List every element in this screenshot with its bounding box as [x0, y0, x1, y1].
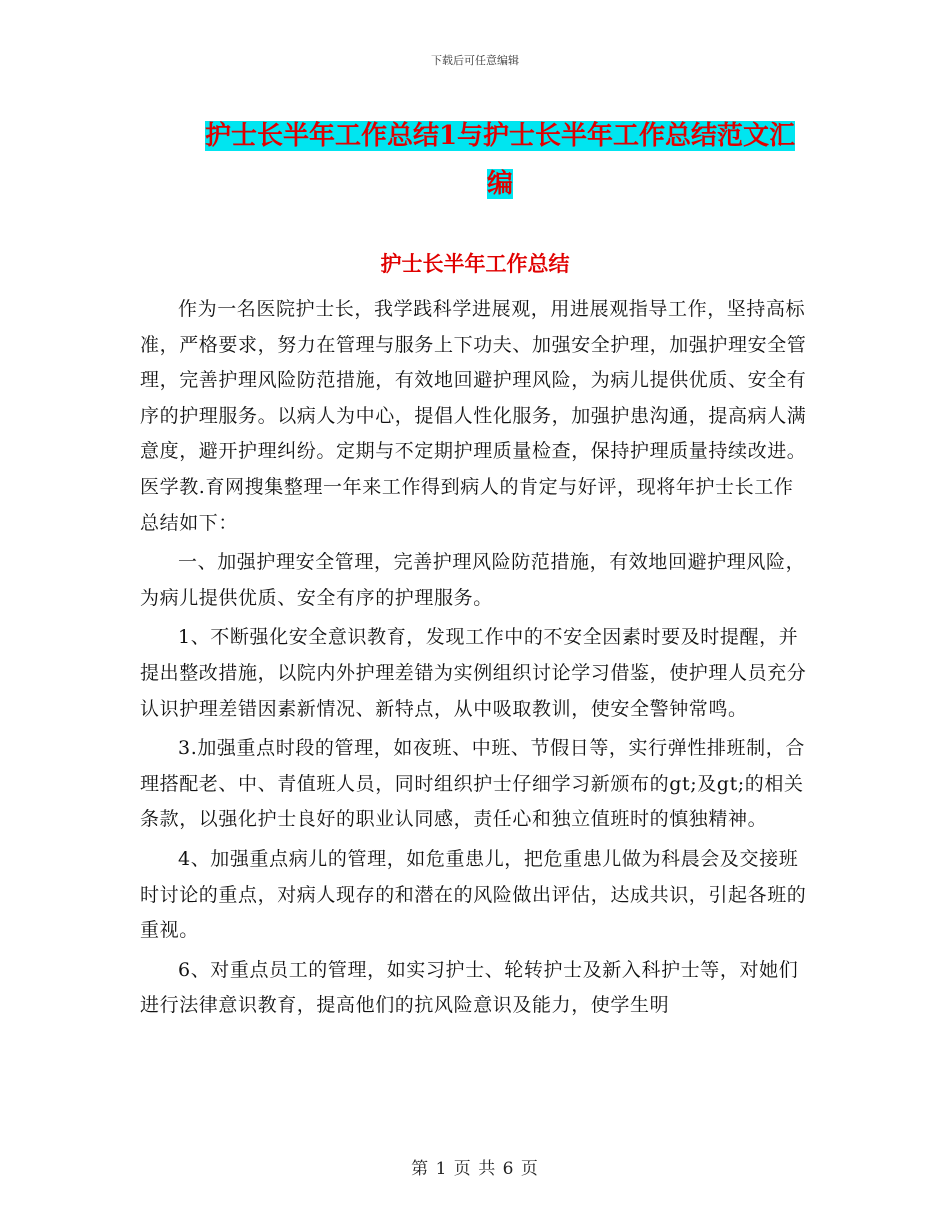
section-title: 护士长半年工作总结	[380, 251, 570, 276]
paragraph: 3.加强重点时段的管理，如夜班、中班、节假日等，实行弹性排班制，合理搭配老、中、青值班人员，同时组织护士仔细学习新颁布的gt;及gt;的相关条款，以强化护士良好的职业认同感，责任心和独立值班时的慎独精神。	[140, 737, 805, 831]
document-body	[140, 292, 812, 1028]
paragraph: 4、加强重点病儿的管理，如危重患儿，把危重患儿做为科晨会及交接班时讨论的重点，对病人现存的和潜在的风险做出评估，达成共识，引起各班的重视。	[140, 847, 807, 942]
page-footer: 第 1 页 共 6 页	[411, 1159, 539, 1179]
paragraph: 作为一名医院护士长，我学践科学进展观，用进展观指导工作，坚持高标准，严格要求，努力在管理与服务上下功夫、加强安全护理，加强护理安全管理，完善护理风险防范措施，有效地回避护理风险，为病儿提供优质、安全有序的护理服务。以病人为中心，提倡人性化服务，加强护患沟通，提高病人满意度，避开护理纠纷。定期与不定期护理质量检查，保持护理质量持续改进。医学教.育网搜集整理一年来工作得到病人的肯定与好评，现将年护士长工作总结如下：	[140, 298, 807, 534]
paragraph: 一、加强护理安全管理，完善护理风险防范措施，有效地回避护理风险，为病儿提供优质、安全有序的护理服务。	[140, 551, 806, 609]
paragraph: 6、对重点员工的管理，如实习护士、轮转护士及新入科护士等，对她们进行法律意识教育，提高他们的抗风险意识及能力，使学生明	[140, 958, 799, 1017]
document-title	[195, 112, 805, 208]
header-note: 下载后可任意编辑	[431, 54, 519, 67]
paragraph: 1、不断强化安全意识教育，发现工作中的不安全因素时要及时提醒，并提出整改措施，以院内外护理差错为实例组织讨论学习借鉴，使护理人员充分认识护理差错因素新情况、新特点，从中吸取教训，使安全警钟常鸣。	[140, 626, 807, 720]
document-title-text: 护士长半年工作总结1与护士长半年工作总结范文汇编	[204, 121, 796, 199]
